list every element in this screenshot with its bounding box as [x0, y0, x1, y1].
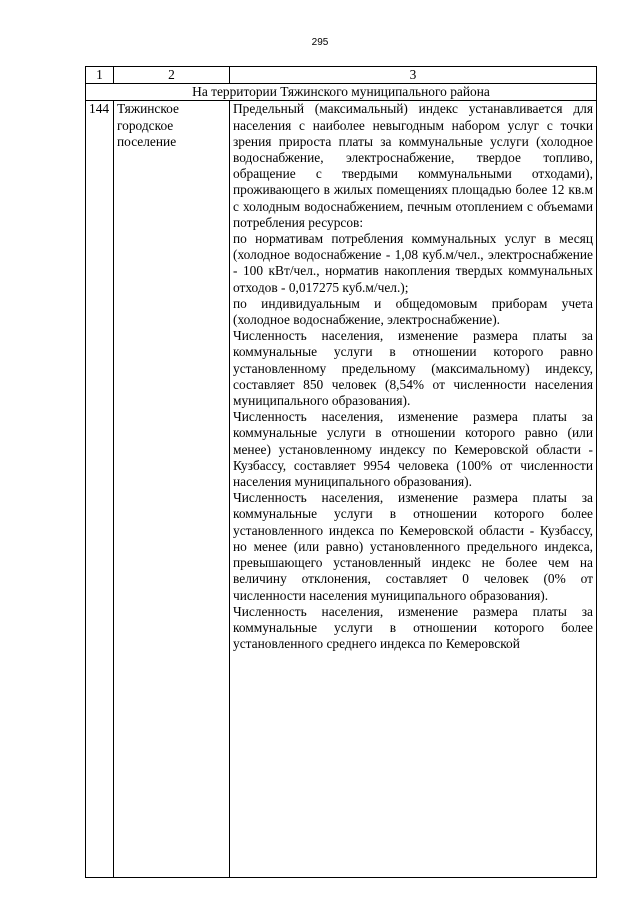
paragraph: Численность населения, изменение размера платы за коммунальные услуги в отношении которого более установленного индекса по Кемеровской области - Кузбассу, но менее (или равно) установленного предельного индекса, превышающего установленный индекс не более чем на величину отклонения, составляет 0 человек (0% от численности населения муниципального образования).: [233, 490, 593, 603]
section-row: [86, 84, 597, 101]
paragraph: по индивидуальным и общедомовым приборам учета (холодное водоснабжение, электроснабжение).: [233, 295, 593, 328]
header-col-1: 1: [86, 67, 114, 84]
description-cell: [230, 101, 597, 878]
header-col-2: 2: [114, 67, 230, 84]
description-text: [233, 101, 593, 869]
page-number: 295: [311, 37, 329, 48]
tariff-table: [85, 66, 597, 878]
table-row: [86, 101, 597, 878]
paragraph: Численность населения, изменение размера платы за коммунальные услуги в отношении которого равно установленному предельному (максимальному) индексу, составляет 850 человек (8,54% от численности населения муниципального образования).: [233, 328, 593, 409]
paragraph: Предельный (максимальный) индекс устанавливается для населения с наиболее невыгодным набором услуг с точки зрения прироста платы за коммунальные услуги (холодное водоснабжение, электроснабжение, твердое топливо, обращение с твердыми коммунальными отходами), проживающего в жилых помещениях площадью более 12 кв.м с холодным водоснабжением, печным отоплением с объемами потребления ресурсов:: [233, 101, 593, 230]
paragraph: по нормативам потребления коммунальных услуг в месяц (холодное водоснабжение - 1,08 куб.м/чел., электроснабжение - 100 кВт/чел., норматив накопления твердых коммунальных отходов - 0,017275 куб.м/чел.);: [233, 231, 593, 295]
settlement-name: Тяжинское городское поселение: [114, 101, 230, 878]
table-header-row: [86, 67, 597, 84]
row-number: 144: [86, 101, 114, 878]
paragraph: Численность населения, изменение размера платы за коммунальные услуги в отношении которого более установленного среднего индекса по Кемеровской: [233, 603, 593, 652]
paragraph: Численность населения, изменение размера платы за коммунальные услуги в отношении которого равно (или менее) установленному индексу по Кемеровской области - Кузбассу, составляет 9954 человека (100% от численности населения муниципального образования).: [233, 409, 593, 490]
section-title: На территории Тяжинского муниципального района: [86, 84, 597, 101]
header-col-3: 3: [230, 67, 597, 84]
